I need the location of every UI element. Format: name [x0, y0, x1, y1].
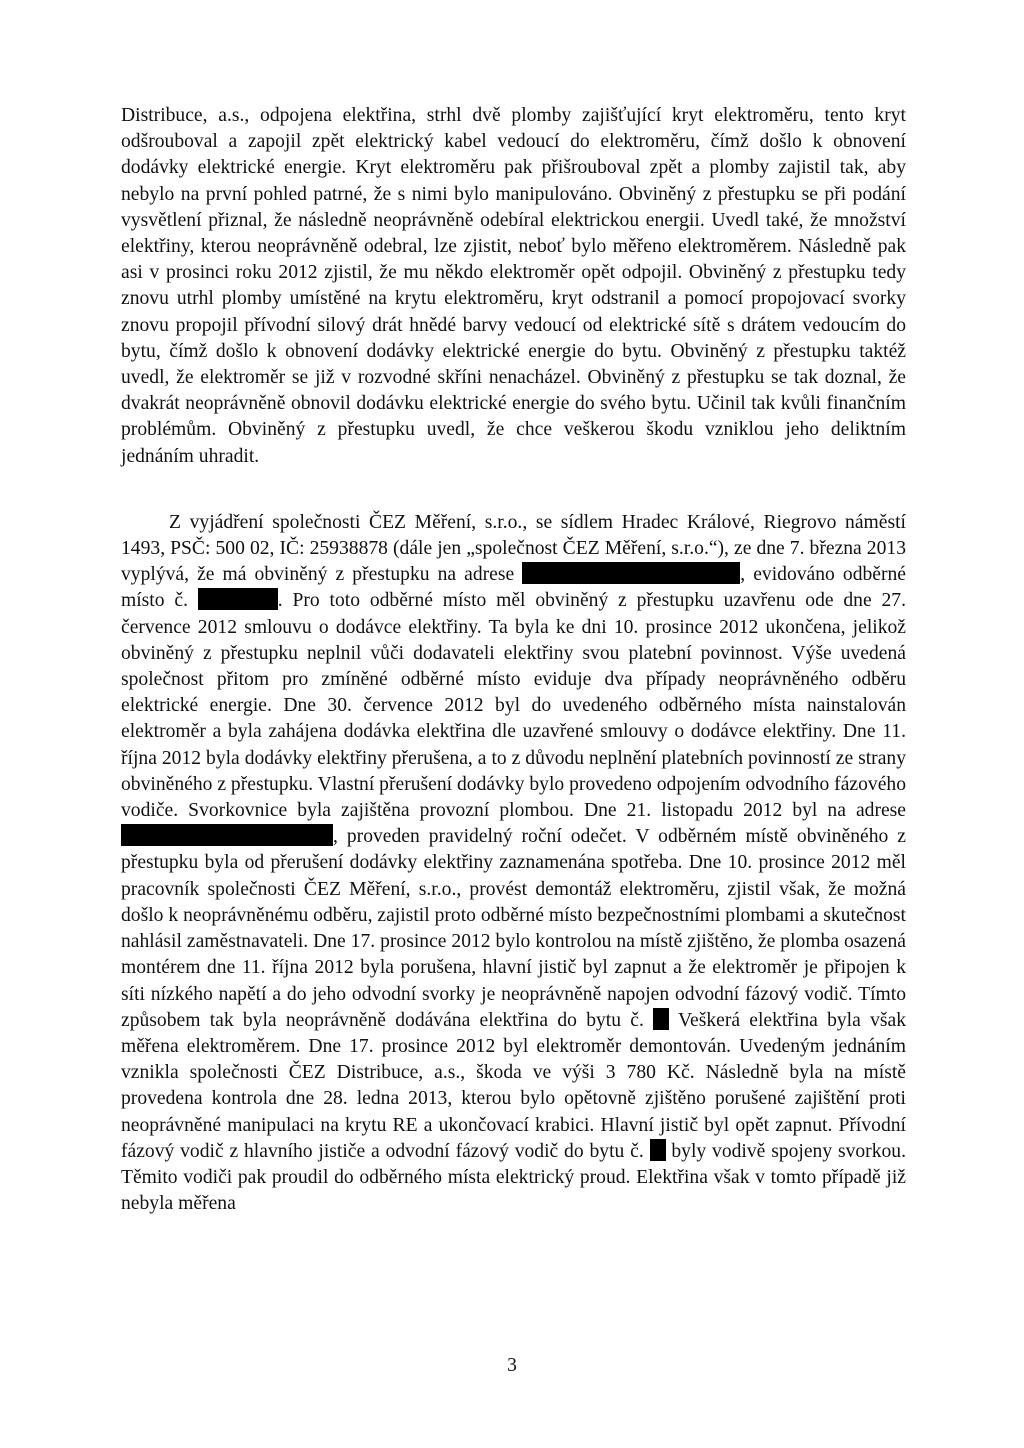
redaction-flat-number-2: [650, 1139, 666, 1161]
paragraph-2-text-3: . Pro toto odběrné místo měl obviněný z přestupku uzavřenu ode dne 27. července 2012 smlouvu o dodávce elektřiny. Ta byla ke dni 10. prosince 2012 ukončena, jelikož obviněný z přestupku neplnil vůči dodavateli elektřiny svou platební povinnost. Výše uvedená společnost přitom pro zmíněné odběrné místo eviduje dva případy neoprávněného odběru elektrické energie. Dne 30. července 2012 byl do uvedeného odběrného místa nainstalován elektroměr a byla zahájena dodávka elektřina dle uzavřené smlouvy o dodávce elektřiny. Dne 11. října 2012 byla dodávky elektřiny přerušena, a to z důvodu neplnění platebních povinností ze strany obviněného z přestupku. Vlastní přerušení dodávky bylo provedeno odpojením odvodního fázového vodiče. Svorkovnice byla zajištěna provozní plombou. Dne 21. listopadu 2012 byl na adrese: [121, 590, 906, 822]
paragraph-1: Distribuce, a.s., odpojena elektřina, strhl dvě plomby zajišťující kryt elektroměru, tento kryt odšrouboval a zapojil zpět elektrický kabel vedoucí do elektroměru, čímž došlo k obnovení dodávky elektrické energie. Kryt elektroměru pak přišrouboval zpět a plomby zajistil tak, aby nebylo na první pohled patrné, že s nimi bylo manipulováno. Obviněný z přestupku se při podání vysvětlení přiznal, že následně neoprávněně odebíral elektrickou energii. Uvedl také, že množství elektřiny, kterou neoprávněně odebral, lze zjistit, neboť bylo měřeno elektroměrem. Následně pak asi v prosinci roku 2012 zjistil, že mu někdo elektroměr opět odpojil. Obviněný z přestupku tedy znovu utrhl plomby umístěné na krytu elektroměru, kryt odstranil a pomocí propojovací svorky znovu propojil přívodní silový drát hnědé barvy vedoucí od elektrické sítě s drátem vedoucím do bytu, čímž došlo k obnovení dodávky elektrické energie do bytu. Obviněný z přestupku taktéž uvedl, že elektroměr se již v rozvodné skříni nenacházel. Obviněný z přestupku se tak doznal, že dvakrát neoprávněně obnovil dodávku elektrické energie do svého bytu. Učinil tak kvůli finančním problémům. Obviněný z přestupku uvedl, že chce veškerou škodu vzniklou jeho deliktním jednáním uhradit.: [121, 105, 906, 467]
paragraph-2-text-6: byly vodivě spojeny svorkou. Těmito vodiči pak proudil do odběrného místa elektrický proud. Elektřina však v tomto případě již nebyla měřena: [121, 1140, 906, 1215]
document-body: [121, 103, 906, 1217]
paragraph-2-text-4: , proveden pravidelný roční odečet. V odběrném místě obviněného z přestupku byla od přerušení dodávky elektřiny zaznamenána spotřeba. Dne 10. prosince 2012 měl pracovník společnosti ČEZ Měření, s.r.o., provést demontáž elektroměru, zjistil však, že možná došlo k neoprávněnému odběru, zajistil proto odběrné místo bezpečnostními plombami a skutečnost nahlásil zaměstnavateli. Dne 17. prosince 2012 bylo kontrolou na místě zjištěno, že plomba osazená montérem dne 11. října 2012 byla porušena, hlavní jistič byl zapnut a že elektroměr je připojen k síti nízkého napětí a do jeho odvodní svorky je neoprávněně napojen odvodní fázový vodič. Tímto způsobem tak byla neoprávněně dodávána elektřina do bytu č.: [121, 826, 906, 1031]
redaction-address: [522, 562, 740, 584]
redaction-consumption-point: [198, 588, 278, 610]
paragraph-2: [121, 510, 906, 1217]
paragraph-2-text-2: , evidováno odběrné místo č.: [121, 564, 907, 612]
redaction-flat-number: [653, 1008, 669, 1030]
paragraph-spacer: [121, 470, 906, 510]
paragraph-2-text-1: Z vyjádření společnosti ČEZ Měření, s.r.o., se sídlem Hradec Králové, Riegrovo náměstí 1493, PSČ: 500 02, IČ: 25938878 (dále jen „společnost ČEZ Měření, s.r.o.“), ze dne 7. března 2013 vyplývá, že má obviněný z přestupku na adrese: [121, 511, 906, 586]
redaction-address-2: [121, 824, 333, 846]
page-number: 3: [507, 1355, 517, 1376]
paragraph-2-text-5: Veškerá elektřina byla však měřena elektroměrem. Dne 17. prosince 2012 byl elektroměr demontován. Uvedeným jednáním vznikla společnosti ČEZ Distribuce, a.s., škoda ve výši 3 780 Kč. Následně byla na místě provedena kontrola dne 28. ledna 2013, kterou bylo opětovně zjištěno porušené zajištění proti neoprávněné manipulaci na krytu RE a ukončovací krabici. Hlavní jistič byl opět zapnut. Přívodní fázový vodič z hlavního jističe a odvodní fázový vodič do bytu č.: [121, 1009, 906, 1162]
